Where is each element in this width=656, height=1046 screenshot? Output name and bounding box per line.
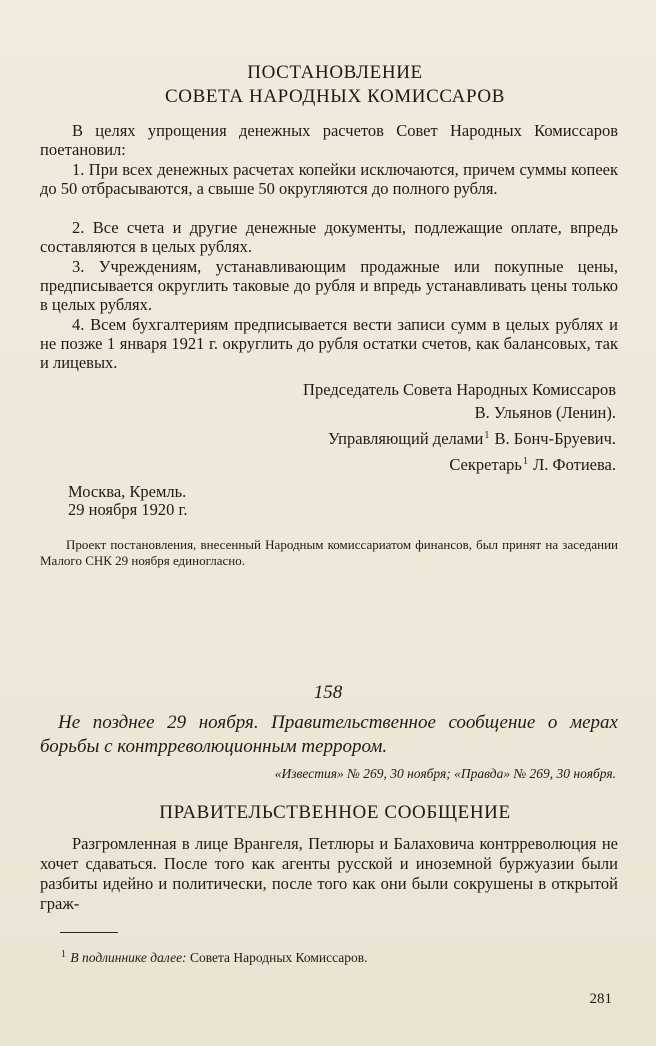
footnote-ref: 1 (522, 455, 528, 467)
secretary-name: Л. Фотиева. (533, 455, 616, 474)
signature-chair-title: Председатель Совета Народных Комиссаров (303, 380, 616, 399)
footnote-italic: В подлиннике далее: (70, 950, 187, 965)
signature-manager (328, 429, 616, 448)
secretary-role: Секретарь (449, 455, 522, 474)
decree-item-1: 1. При всех денежных расчетах копейки исключаются, причем суммы копеек до 50 отбрасываются, а свыше 50 округляются до полного рубля. (40, 160, 618, 198)
decree-title-line1: ПОСТАНОВЛЕНИЕ (247, 62, 423, 83)
decree-item-4: 4. Всем бухгалтериям предписывается вести записи сумм в целых рублях и не позже 1 января 1921 г. округлить до рубля остатки счетов, как балансовых, так и лицевых. (40, 315, 618, 372)
page-number: 281 (589, 991, 612, 1007)
manager-role: Управляющий делами (327, 429, 484, 448)
manager-name: В. Бонч-Бруевич. (494, 429, 616, 448)
document-heading: Не позднее 29 ноября. Правительственное сообщение о мерах борьбы с контрреволюционным террором. (40, 712, 618, 757)
decree-item-3: 3. Учреждениям, устанавливающим продажные или покупные цены, предписывается округлить таковые до рубля и впредь устанавливать цены только в целых рублях. (40, 257, 618, 314)
decree-intro: В целях упрощения денежных расчетов Совет Народных Комиссаров поетановил: (40, 121, 618, 159)
document-body: Разгромленная в лице Врангеля, Петлюры и Балаховича контрреволюция не хочет сдаваться. После того как агенты русской и иноземной буржуазии были разбиты идейно и политически, после того как они были сокрушены в открытой граж- (40, 834, 618, 913)
decree-item-2: 2. Все счета и другие денежные документы, подлежащие оплате, впредь составляются в целых рублях. (40, 218, 618, 256)
signature-secretary (449, 455, 616, 474)
footnote-ref: 1 (484, 429, 490, 441)
signature-chair-name: В. Ульянов (Ленин). (474, 403, 616, 422)
footnote-marker: 1 (61, 948, 66, 960)
footnote-text: Совета Народных Комиссаров. (189, 950, 368, 965)
footnote-divider (60, 932, 118, 933)
document-source: «Известия» № 269, 30 ноября; «Правда» № 269, 30 ноября. (274, 766, 616, 781)
document-number: 158 (313, 682, 343, 703)
footnote (60, 950, 368, 966)
document-title: ПРАВИТЕЛЬСТВЕННОЕ СООБЩЕНИЕ (159, 802, 511, 823)
decree-editorial-note: Проект постановления, внесенный Народным комиссариатом финансов, был принят на заседании Малого СНК 29 ноября единогласно. (40, 537, 618, 568)
decree-place: Москва, Кремль. (68, 482, 187, 501)
decree-date: 29 ноября 1920 г. (68, 500, 188, 519)
decree-title-line2: СОВЕТА НАРОДНЫХ КОМИССАРОВ (165, 86, 505, 107)
